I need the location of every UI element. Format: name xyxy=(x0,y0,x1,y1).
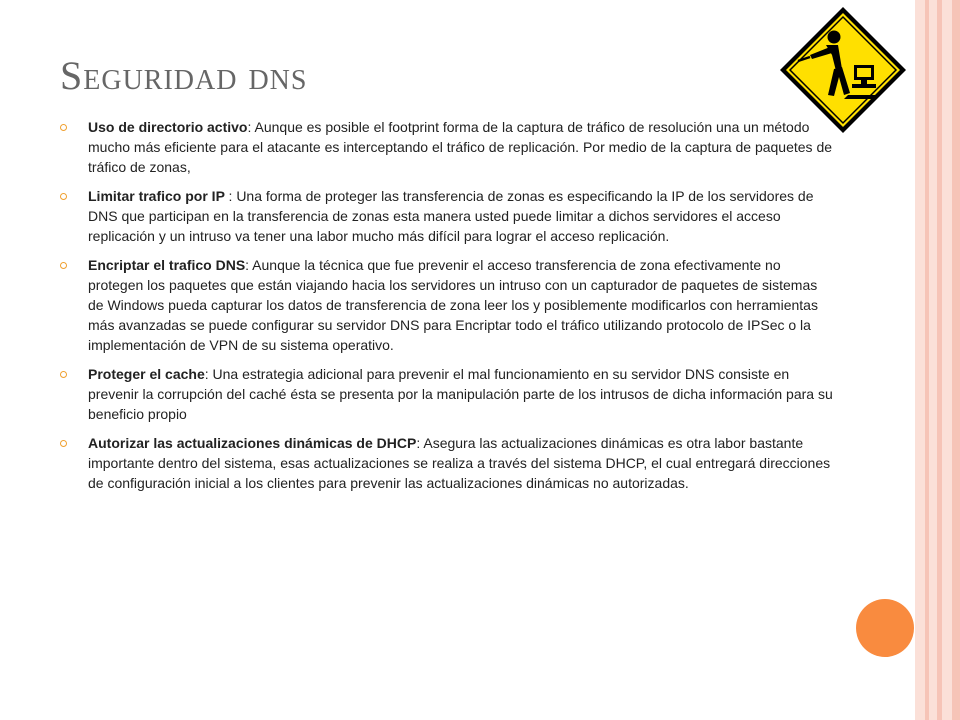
construction-worker-sign-icon xyxy=(776,3,910,137)
bullet-text: : Una forma de proteger las transferencia de zonas es especificando la IP de los servidores de DNS que participan en la transferencia de zonas esta manera usted puede limitar a dichos servidores el acceso replicación y un intruso va tener una labor mucho más difícil para lograr el acceso replicación. xyxy=(88,188,814,244)
bullet-term: Encriptar el trafico DNS xyxy=(88,257,246,273)
bullet-term: Autorizar las actualizaciones dinámicas de DHCP xyxy=(88,435,417,451)
list-item xyxy=(60,433,835,493)
bullet-text: : Asegura las actualizaciones dinámicas es otra labor bastante importante dentro del sistema, esas actualizaciones se realiza a través del sistema DHCP, el cual entregará direcciones de configuración inicial a los clientes para prevenir las actualizaciones dinámicas no autorizadas. xyxy=(88,435,831,491)
bullet-term: Uso de directorio activo xyxy=(88,119,248,135)
bullet-icon xyxy=(60,440,67,447)
list-item xyxy=(60,364,835,424)
bullet-icon xyxy=(60,124,67,131)
bullet-term: Limitar trafico por IP xyxy=(88,188,229,204)
list-item xyxy=(60,186,835,246)
decorative-orange-circle xyxy=(856,599,914,657)
bullet-list xyxy=(60,117,835,502)
bullet-icon xyxy=(60,193,67,200)
list-item xyxy=(60,255,835,355)
decorative-stripes xyxy=(915,0,960,720)
bullet-text: : Una estrategia adicional para prevenir el mal funcionamiento en su servidor DNS consiste en prevenir la corrupción del caché ésta se presenta por la manipulación parte de los intrusos de dicha información para su beneficio propio xyxy=(88,366,833,422)
bullet-icon xyxy=(60,371,67,378)
bullet-term: Proteger el cache xyxy=(88,366,205,382)
bullet-text: : Aunque es posible el footprint forma de la captura de tráfico de resolución una un método mucho más eficiente para el atacante es interceptando el tráfico de replicación. Por medio de la captura de paquetes de tráfico de zonas, xyxy=(88,119,833,175)
slide-title: Seguridad dns xyxy=(60,53,308,98)
list-item xyxy=(60,117,835,177)
bullet-text: : Aunque la técnica que fue prevenir el acceso transferencia de zona efectivamente no protegen los paquetes que están viajando hacia los servidores un intruso con un capturador de paquetes de sistemas de Windows pueda capturar los datos de transferencia de zona leer los y posiblemente modificarlos con herramientas más avanzadas se puede configurar su servidor DNS para Encriptar todo el tráfico utilizando protocolo de IPSec o la implementación de VPN de su sistema operativo. xyxy=(88,257,818,353)
bullet-icon xyxy=(60,262,67,269)
